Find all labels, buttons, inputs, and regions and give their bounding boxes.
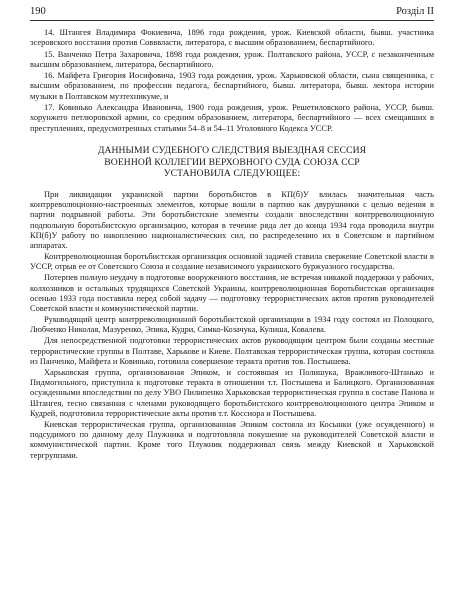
heading-line: ДАННЫМИ СУДЕБНОГО СЛЕДСТВИЯ ВЫЕЗДНАЯ СЕССИЯ	[97, 144, 367, 156]
document-body	[30, 190, 434, 461]
list-item: 15. Ванченко Петра Захаровича, 1898 года рождения, урож. Полтавского района, УССР, с незаконченным высшим образованием, литератора, беспартийного.	[30, 49, 434, 69]
list-item: 14. Штангея Владимира Фокиевича, 1896 года рождения, урож. Киевской области, бывш. участника эсеровского восстания против Совввласти, литератора, с высшим образованием, беспартийного.	[30, 28, 434, 48]
page-number: 190	[30, 6, 46, 17]
body-paragraph: Киевская террористическая группа, организованная Эпиком состояла из Косынки (уже осужденного) и подсудимого по данному делу Плужника и подготовляла покушение на руководителей Советской власти и коммунистической партии. Кроме того Плужник поддерживал связь между Киевской и Харьковской тергруппами.	[30, 419, 434, 460]
body-paragraph: Для непосредственной подготовки террористических актов руководящим центром были созданы местные террористические группы в Полтаве, Харькове и Киеве. Полтавская террористическая группа, которая состояла из Панченко, Майфета и Ковинько, готовила совершение теракта против тов. Постышева.	[30, 336, 434, 366]
body-paragraph: При ликвидации украинской партии боротьбистов в КП(б)У влилась значительная часть контрреволюционно-настроенных элементов, которые вошли в партию как двурушники с целью ведения в партии подрывной работы. Эти боротьбистские элементы создали впоследствии контрреволюционную подпольную боротьбистскую организацию, которая в течение ряда лет до конца 1934 года проводила внутри КП(б)У работу по накоплению националистических сил, по распределению их в Советском и партийном аппаратах.	[30, 189, 434, 251]
body-paragraph: Руководящий центр контрреволюционной боротьбистской организации в 1934 году состоял из Полоцкого, Любченко Николая, Мазуренко, Эпика, Кудри, Симко-Козачука, Кулиша, Ковалева.	[30, 315, 434, 335]
section-label: Розділ II	[396, 6, 434, 17]
heading-line: УСТАНОВИЛА СЛЕДУЮЩЕЕ:	[163, 168, 301, 180]
list-item: 17. Ковинько Александра Ивановича, 1900 года рождения, урож. Решетиловского района, УССР, бывш. хорунжего петлюровской армии, со средним образованием, литератора, беспартийного — всех смещавших в преступлениях, предусмотренных статьями 54–8 и 54–11 Уголовного Кодекса УССР.	[30, 103, 434, 133]
body-paragraph: Потерпев полную неудачу в подготовке вооруженного восстания, не встречая никакой поддержки у рабочих, колхозников и остальных трудящихся Советской Украины, контрреволюционная боротьбистская организация осенью 1933 года поставила перед собой задачу — подготовку террористических актов против руководителей Советской власти и коммунистической партии.	[30, 273, 434, 314]
page-header	[30, 6, 434, 21]
body-paragraph: Харьковская группа, организованная Эпиком, и состоявшая из Полишука, Вражливого-Штанько и Пидмогильного, приступила к подготовке теракта в отношении т.т. Постышева и Балицкого. Организованная осужденными впоследствии по делу УВО Пилипенко Харьковская террористическая группа в составе Панова и Штангея, тесно связанная с членами руководящего боротьбистского контрреволюционного центра Эпиком и Кудрей, подготовила террористические акты против т.т. Коссиора и Постышева.	[30, 367, 434, 418]
body-paragraph: Контрреволюционная боротьбистская организация основной задачей ставила свержение Советской власти в УССР, отрыв ее от Советского Союза и создание независимого украинского буржуазного государства.	[30, 252, 434, 272]
list-item: 16. Майфета Григория Иосифовича, 1903 года рождения, урож. Харьковской области, сына священника, с высшим образованием, по профессии педагога, беспартийного, бывш. литератора, бывш. лектора истории музыки в Полтавском музтехникуме, и	[30, 71, 434, 101]
heading-line: ВОЕННОЙ КОЛЛЕГИИ ВЕРХОВНОГО СУДА СОЮЗА ССР	[104, 156, 360, 168]
defendants-list	[30, 28, 434, 134]
verdict-heading	[30, 145, 434, 180]
